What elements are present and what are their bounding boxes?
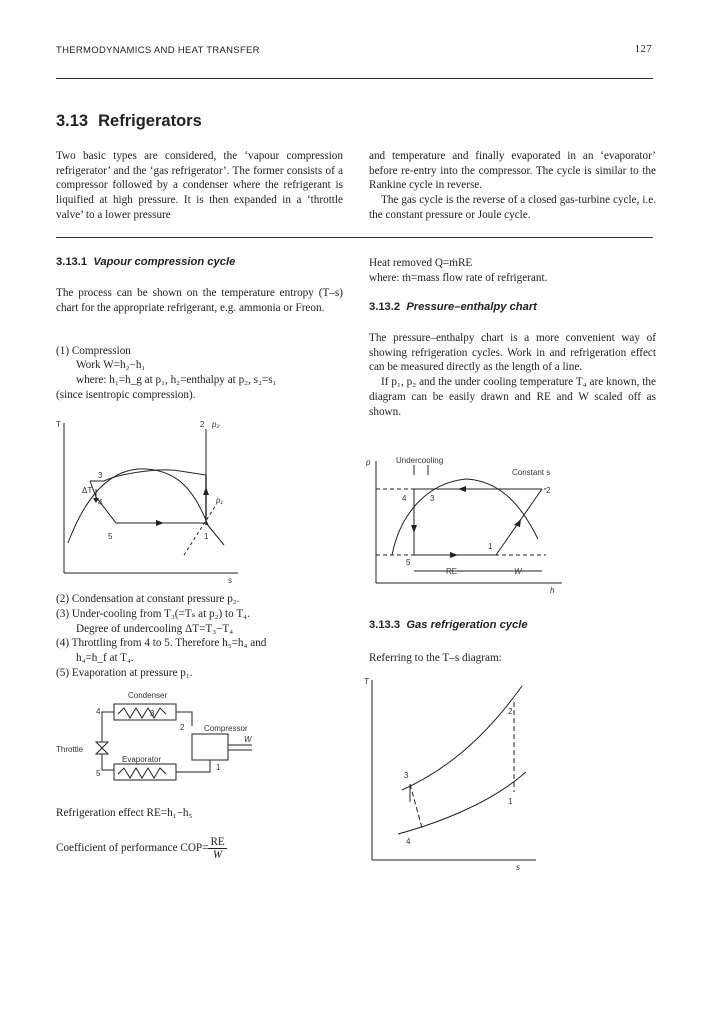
ph-pt-2: 2 [546,486,551,495]
ts-delta-t: ΔT [82,486,93,495]
ts-p2: p₂ [212,420,220,429]
ts-pt-1: 1 [204,532,209,541]
ts-axis-t: T [56,420,61,429]
gas-heading [369,619,528,631]
gas-title: Gas refrigeration cycle [406,619,528,631]
gas-axis-t: T [364,677,369,686]
heat-where: where: ṁ=mass flow rate of refrigerant. [369,272,548,284]
circuit-evaporator: Evaporator [122,755,162,764]
ph-pt-3: 3 [430,494,435,503]
section-rule [56,237,653,238]
ph-pt-5: 5 [406,558,411,567]
gas-pt-2: 2 [508,707,513,716]
intro-left: Two basic types are considered, the ‘vapour compression refrigerator’ and the ‘gas refrigerator’. The former consists of a compressor followed by a condenser where the refrigerant is liquified at high pressure. It is then expanded in a ‘throttle valve’ to a lower pressure [56,150,343,221]
circuit-condenser: Condenser [128,691,168,700]
vapour-number: 3.13.1 [56,256,88,268]
circuit-n2: 2 [180,723,185,732]
ph-heading [369,301,537,313]
intro-right-para1: and temperature and finally evaporated in an ‘evaporator’ before re-entry into the compressor. The cycle is similar to the Rankine cycle in reverse. [369,150,656,192]
page-number: 127 [634,43,652,55]
cop-denominator: W [212,849,223,861]
ts-axis-s: s [228,576,232,585]
item-1-where: where: h₁=h_g at p₁, h₂=enthalpy at p₂, s₂=s₁ [76,374,277,386]
circuit-n3: 3 [150,709,155,718]
ph-pt-1: 1 [488,542,493,551]
ph-number: 3.13.2 [369,301,401,313]
running-header: THERMODYNAMICS AND HEAT TRANSFER [56,45,260,56]
circuit-n4: 4 [96,707,101,716]
vapour-heading [56,256,235,268]
item-3-degree: Degree of undercooling ΔT=T₃−T₄ [76,623,234,635]
vapour-title: Vapour compression cycle [93,256,236,268]
ts-pt-4: 4 [98,498,103,507]
intro-right [369,149,656,223]
item-1-note: (since isentropic compression). [56,389,196,401]
refrigeration-effect: Refrigeration effect RE=h₁−h₅ [56,807,193,819]
refrigeration-circuit-diagram [56,690,276,790]
gas-ts-diagram [362,672,552,872]
ph-para [369,331,656,419]
cop-numerator: RE [210,836,225,848]
section-title [56,112,202,131]
gas-pt-1: 1 [508,797,513,806]
ph-w: W [514,567,522,576]
intro-right-para2: The gas cycle is the reverse of a closed gas-turbine cycle, i.e. the constant pressure or Joule cycle. [369,194,656,221]
gas-para: Referring to the T–s diagram: [369,652,502,664]
gas-pt-3: 3 [404,771,409,780]
circuit-n1: 1 [216,763,221,772]
item-4: (4) Throttling from 4 to 5. Therefore h₅=h₄ and [56,637,267,649]
gas-axis-s: s [516,863,520,872]
circuit-throttle: Throttle [56,745,84,754]
ph-constant-s: Constant s [512,468,551,477]
ts-p1: p₁ [216,496,223,505]
header-rule [56,78,653,79]
item-2: (2) Condensation at constant pressure p₂. [56,593,240,605]
circuit-n5: 5 [96,769,101,778]
gas-number: 3.13.3 [369,619,401,631]
ts-pt-3: 3 [98,471,103,480]
circuit-compressor: Compressor [204,724,248,733]
ph-re: RE [446,567,458,576]
item-1-work: Work W=h₂−h₁ [76,359,146,371]
item-5: (5) Evaporation at pressure p₁. [56,667,193,679]
ph-para2: If p₁, p₂ and the under cooling temperature T₄ are known, the diagram can be easily drawn and RE and W scaled off as shown. [369,376,656,418]
item-3: (3) Under-cooling from T₃(=Tₛ at p₂) to T₄. [56,608,250,620]
circuit-w: W [244,735,252,744]
ph-para1: The pressure–enthalpy chart is a more convenient way of showing refrigeration cycles. Work in and refrigeration effect can be measured directly as the length of a line. [369,332,656,374]
vapour-ts-diagram [56,415,246,585]
item-4-cont: h₄=h_f at T₄. [76,652,134,664]
vapour-para: The process can be shown on the temperature entropy (T–s) chart for the appropriate refrigerant, e.g. ammonia or Freon. [56,287,343,314]
ph-undercooling: Undercooling [396,456,444,465]
item-1: (1) Compression [56,345,131,357]
gas-pt-4: 4 [406,837,411,846]
ph-diagram [366,455,566,595]
section-heading: Refrigerators [98,112,202,130]
ts-pt-2: 2 [200,420,205,429]
cop-formula [56,836,227,861]
ph-title: Pressure–enthalpy chart [406,301,537,313]
ph-pt-4: 4 [402,494,407,503]
ph-axis-p: p [366,458,371,467]
ph-axis-h: h [550,586,555,595]
ts-pt-5: 5 [108,532,113,541]
section-number: 3.13 [56,112,89,130]
heat-removed: Heat removed Q=ṁRE [369,257,473,269]
cop-label: Coefficient of performance COP= [56,842,209,855]
